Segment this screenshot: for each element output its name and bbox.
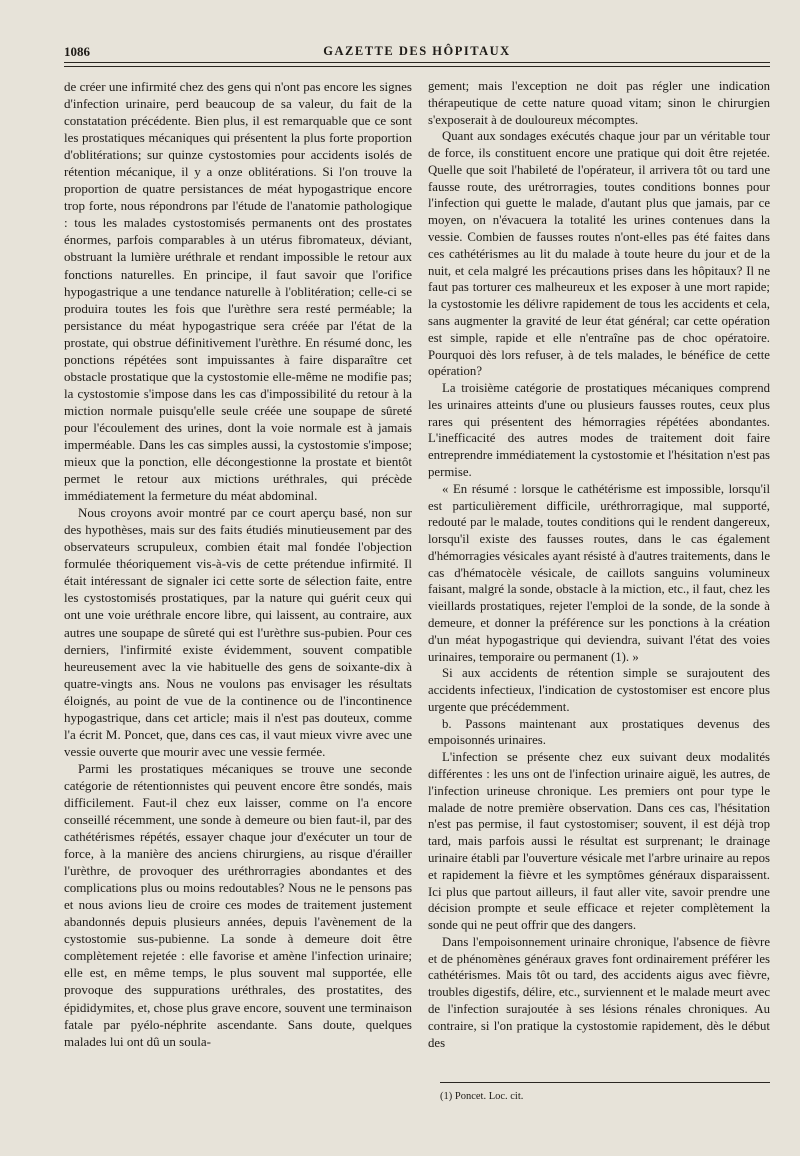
- page-header: [64, 38, 770, 60]
- paragraph: « En résumé : lorsque le cathétérisme est impossible, lorsqu'il est particulièrement difficile, uréthrorragique, mal supporté, redouté par le malade, toutes conditions qui le rendent dangereux, lorsqu'il existe des fausses routes, dans le cas également d'hémorragies vésicales ayant résisté à d'autres traitements, dans le cas d'hématocèle vésicale, de caillots sanguins volumineux faisant, malgré la sonde, obstacle à la miction, etc., il faut, chez les vieillards prostatiques, rejeter l'emploi de la sonde, de la sonde à demeure, et donner la préférence sur les ponctions à la création d'un méat hypogastrique qui deviendra, suivant l'état des voies urinaires, temporaire ou permanent (1). »: [428, 481, 770, 664]
- header-rule-thin: [64, 66, 770, 67]
- paragraph: La troisième catégorie de prostatiques mécaniques comprend les urinaires atteints d'une ou plusieurs fausses routes, ceux plus rares qui présentent des hémorragies répétées abondantes. L'inefficacité des autres modes de traitement doit faire entreprendre immédiatement la cystostomie et l'hésitation n'est pas permise.: [428, 381, 770, 479]
- paragraph: Quant aux sondages exécutés chaque jour par un véritable tour de force, ils constituent encore une pratique qui doit être rejetée. Quelle que soit l'habileté de l'opérateur, il arrivera tôt ou tard une fausse route, des urétrorragies, toutes conditions bonnes pour l'infection qui guette le malade, d'autant plus que jamais, par ce moyen, on n'évacuera la totalité les urines contenues dans la vessie. Combien de fausses routes n'ont-elles pas été faites dans ces cathétérismes au lit du malade à toute heure du jour et de la nuit, et cela malgré les précautions prises dans les hôpitaux? Il ne faut pas torturer ces malheureux et les exposer à une mort rapide; la cystostomie les délivre rapidement de tous les accidents et cela, sans augmenter la gravité de leur état général; car cette opération est simple, rapide et elle n'entraîne pas de choc opératoire. Pourquoi dès lors refuser, à de tels malades, le bénéfice de cette opération?: [428, 129, 770, 379]
- page-number: 1086: [64, 44, 90, 59]
- paragraph: b. Passons maintenant aux prostatiques devenus des empoisonnés urinaires.: [428, 716, 770, 748]
- paragraph: de créer une infirmité chez des gens qui n'ont pas encore les signes d'infection urinaire, perd beaucoup de sa valeur, du fait de la constatation précédente. Bien plus, il est remarquable que ce sont les prostatiques mécaniques qui présentent la plus forte proportion d'oblitérations; sur quinze cystostomies pour accidents isolés de rétention mécanique, il y a onze oblitérations. Si l'on trouve la proportion de quatre persistances de méat hypogastrique encore trop forte, nous répondrons par l'étude de l'anatomie pathologique : tous les malades cystostomisés permanents ont des prostates énormes, parfois comparables à un utérus fibromateux, déviant, obstruant la lumière uréthrale et rendant impossible le retour aux fonctions naturelles. En principe, il faut savoir que l'orifice hypogastrique a une tendance naturelle à l'oblitération; celle-ci se produira toutes les fois que l'urèthre sera resté perméable; la persistance du méat hypogastrique sera créée par l'état de la prostate, qui obstrue définitivement l'urèthre. En résumé donc, les ponctions répétées sont impuissantes à faire disparaître cet obstacle prostatique que la cystostomie elle-même ne modifie pas; la cystostomie s'impose dans les cas d'impossibilité du retour à la miction normale puisqu'elle seule créée une soupape de sûreté pour l'écoulement des urines, dont la voie normale est à jamais imperméable. Dans les cas simples aussi, la cystostomie s'impose; mieux que la ponction, elle décongestionne la prostate et bientôt permet le retour aux mictions uréthrales, qui précède immédiatement la fermeture du méat abdominal.: [64, 79, 412, 504]
- paragraph: gement; mais l'exception ne doit pas régler une indication thérapeutique de cette nature quoad vitam; sinon le chirurgien s'exposerait à de douloureux mécomptes.: [428, 79, 770, 127]
- left-column: [64, 78, 412, 1050]
- right-column: [428, 78, 770, 1051]
- footnote: (1) Poncet. Loc. cit.: [440, 1091, 524, 1102]
- paragraph: Parmi les prostatiques mécaniques se trouve une seconde catégorie de rétentionnistes qui peuvent encore être sondés, mais difficilement. Faut-il chez eux laisser, comme on l'a encore conseillé récemment, une sonde à demeure ou bien faut-il, par des cathétérismes répétés, essayer chaque jour d'exécuter un tour de force, à la manière des anciens chirurgiens, au risque d'érailler l'urèthre, de provoquer des uréthrorragies abondantes et des complications plus ou moins redoutables? Nous ne le pensons pas et nous avions lieu de croire ces modes de traitement justement abandonnés depuis plusieurs années, depuis l'avènement de la cystostomie sus-pubienne. La sonde à demeure doit être complètement rejetée : elle favorise et amène l'infection urinaire; elle est, en même temps, le plus souvent mal supportée, elle provoque des suppurations uréthrales, des prostatites, des épididymites, et, chose plus grave encore, souvent une terminaison fatale par pyélo-néphrite ascendante. Sans doute, quelques malades lui ont dû un soula-: [64, 760, 412, 1049]
- paragraph: Si aux accidents de rétention simple se surajoutent des accidents infectieux, l'indication de cystostomiser est encore plus urgente que précédemment.: [428, 666, 770, 714]
- header-rule-thick: [64, 62, 770, 63]
- footnote-rule: [440, 1082, 770, 1083]
- paragraph: Dans l'empoisonnement urinaire chronique, l'absence de fièvre et de phénomènes généraux graves font ordinairement préférer les cathétérismes. Mais tôt ou tard, des accidents aigus avec fièvre, troubles digestifs, délire, etc., surviennent et le malade meurt avec de l'infection surajoutée à ses lésions rénales chroniques. Au contraire, si l'on pratique la cystostomie rapidement, dès le début des: [428, 934, 770, 1050]
- paragraph: L'infection se présente chez eux suivant deux modalités différentes : les uns ont de l'infection urinaire aiguë, les autres, de l'infection urineuse chronique. Les premiers ont pour type le malade de notre première observation. Dans ces cas, l'hésitation n'est pas permise, il faut cystostomiser; souvent, il est déjà trop tard, mais parfois aussi le résultat est surprenant; le drainage urinaire établi par l'ouverture vésicale met l'arbre urinaire au repos et rapidement la fièvre et les symptômes généraux disparaissent. Ici plus que partout ailleurs, il faut aller vite, savoir prendre une décision prompte et seule efficace et rejeter complètement la sonde qui ne peut offrir que des dangers.: [428, 750, 770, 933]
- paragraph: Nous croyons avoir montré par ce court aperçu basé, non sur des hypothèses, mais sur des faits étudiés minutieusement par des observateurs scrupuleux, combien était mal fondée l'objection formulée théoriquement vis-à-vis de cette prétendue infirmité. Il était intéressant de signaler ici cette sorte de sélection faite, entre les cystostomisés prostatiques, par la nature qui guérit ceux qui ont une voie uréthrale encore libre, qui laissent, au contraire, aux autres une soupape de sûreté qui est l'urèthre sus-pubien. Pour ces derniers, l'infirmité existe évidemment, souvent compatible heureusement avec la vie habituelle des gens de soixante-dix à quatre-vingts ans. Nous ne voulons pas envisager les résultats éloignés, au point de vue de la continence ou de l'incontinence hypogastrique, dans cet article; mais il n'est pas douteux, comme l'a écrit M. Poncet, que, dans ces cas, il vaut mieux vivre avec une vessie ouverte que mourir avec une vessie fermée.: [64, 505, 412, 759]
- journal-title: GAZETTE DES HÔPITAUX: [323, 44, 511, 58]
